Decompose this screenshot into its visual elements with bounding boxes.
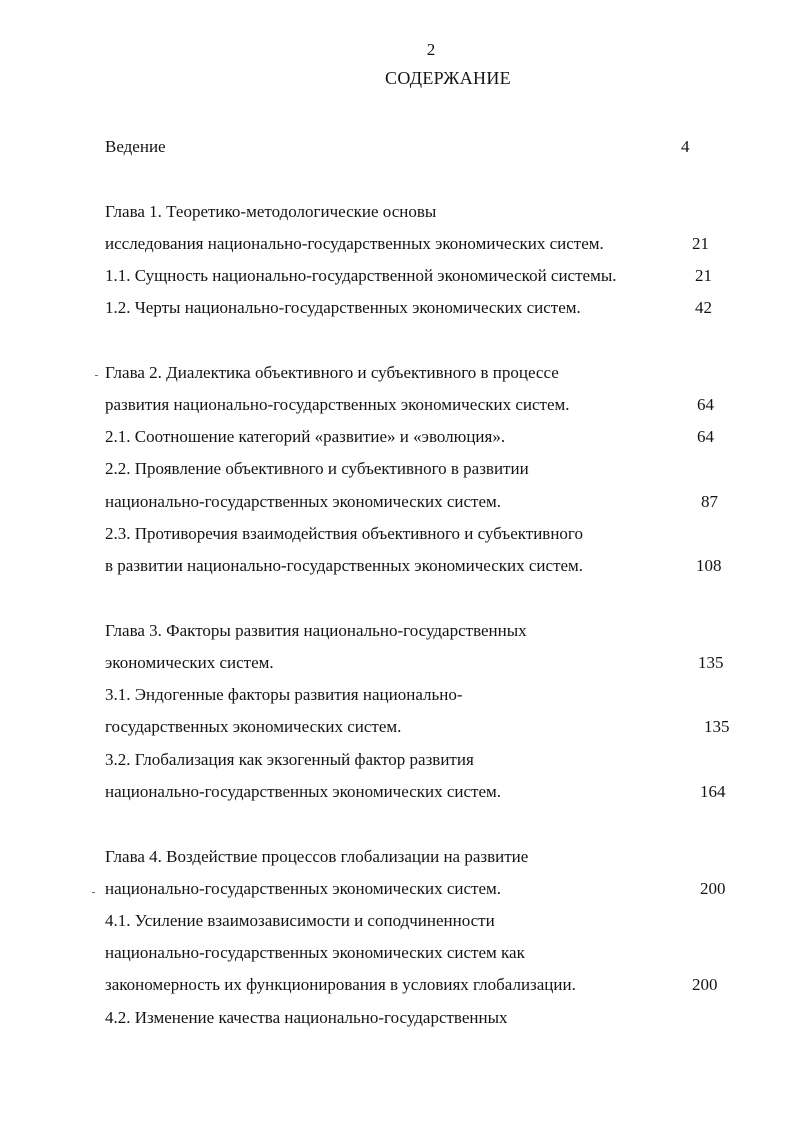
toc-entry-text: Глава 2. Диалектика объективного и субъективного в процессе <box>105 363 559 382</box>
toc-entry-text: 2.2. Проявление объективного и субъективного в развитии <box>105 459 529 478</box>
toc-entry-text: 3.2. Глобализация как экзогенный фактор развития <box>105 750 474 769</box>
toc-entry-text: экономических систем. <box>105 653 274 672</box>
page-title: СОДЕРЖАНИЕ <box>385 68 511 88</box>
toc-entry-text: развития национально-государственных экономических систем. <box>105 395 570 414</box>
toc-entry-text: Ведение <box>105 137 166 156</box>
toc-page-number: 87 <box>701 492 718 511</box>
toc-entry-text: 2.1. Соотношение категорий «развитие» и «эволюция». <box>105 427 506 446</box>
toc-page-number: 108 <box>696 556 722 575</box>
toc-entry-text: 1.2. Черты национально-государственных экономических систем. <box>105 298 581 317</box>
toc-entry-text: национально-государственных экономических систем как <box>105 943 525 962</box>
toc-entry-text: Глава 3. Факторы развития национально-государственных <box>105 621 527 640</box>
toc-page-number: 135 <box>704 717 730 736</box>
toc-entry-text: Глава 1. Теоретико-методологические основы <box>105 202 437 221</box>
toc-page-number: 42 <box>695 298 712 317</box>
toc-entry-text: национально-государственных экономических систем. <box>105 492 502 511</box>
toc-entry-text: 3.1. Эндогенные факторы развития национально- <box>105 685 463 704</box>
toc-entry-text: 4.1. Усиление взаимозависимости и соподчиненности <box>105 911 495 930</box>
toc-page-number: 21 <box>695 266 712 285</box>
toc-page-number: 200 <box>692 975 718 994</box>
toc-page-number: 64 <box>697 395 714 414</box>
toc-page-number: 21 <box>692 234 709 253</box>
scan-speck <box>92 892 95 893</box>
toc-entry-text: в развитии национально-государственных экономических систем. <box>105 556 584 575</box>
toc-entry-text: Глава 4. Воздействие процессов глобализации на развитие <box>105 847 529 866</box>
toc-entry-text: национально-государственных экономических систем. <box>105 879 502 898</box>
toc-entry-text: 4.2. Изменение качества национально-государственных <box>105 1008 508 1027</box>
scan-speck <box>95 375 98 376</box>
toc-page-number: 4 <box>681 137 690 156</box>
toc-page-number: 164 <box>700 782 726 801</box>
toc-entry-text: государственных экономических систем. <box>105 717 402 736</box>
toc-page-number: 64 <box>697 427 714 446</box>
toc-page-number: 200 <box>700 879 726 898</box>
toc-page-number: 135 <box>698 653 724 672</box>
toc-entry-text: 2.3. Противоречия взаимодействия объективного и субъективного <box>105 524 583 543</box>
page-number: 2 <box>426 40 436 59</box>
toc-entry-text: 1.1. Сущность национально-государственной экономической системы. <box>105 266 617 285</box>
toc-entry-text: национально-государственных экономических систем. <box>105 782 502 801</box>
toc-entry-text: исследования национально-государственных экономических систем. <box>105 234 604 253</box>
toc-entry-text: закономерность их функционирования в условиях глобализации. <box>105 975 576 994</box>
